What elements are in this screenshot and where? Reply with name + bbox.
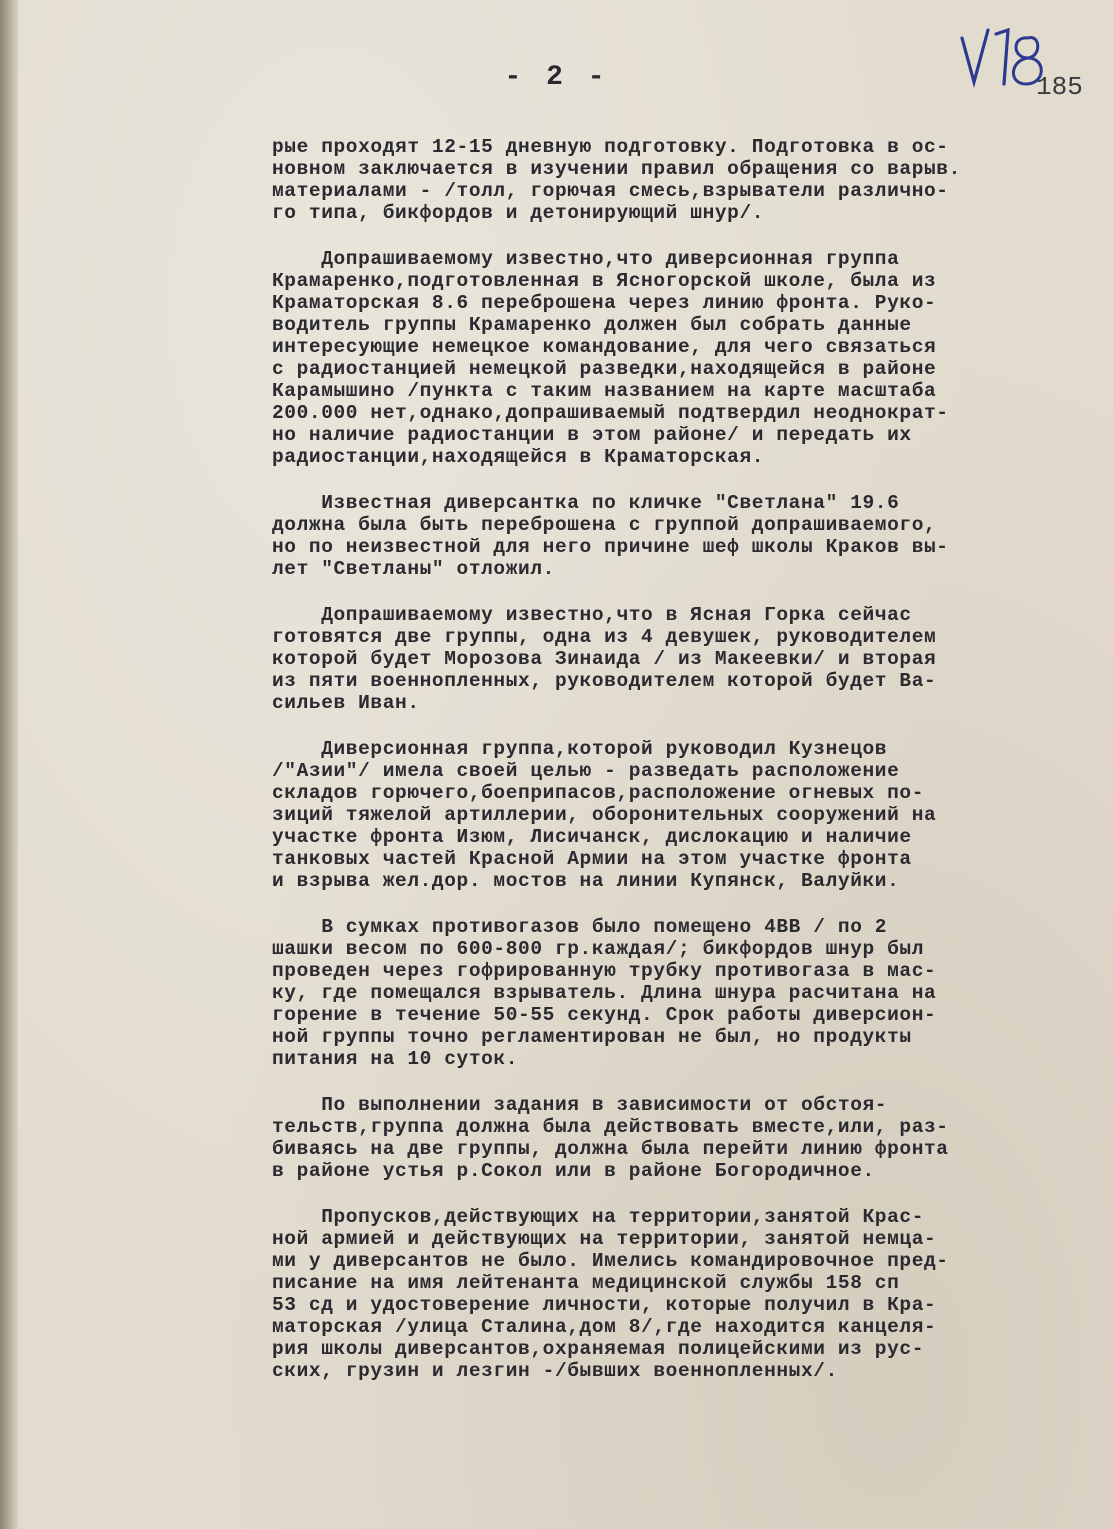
text-line: интересующие немецкое командование, для чего связаться <box>272 336 937 358</box>
paragraph <box>272 604 1092 714</box>
text-line: шашки весом по 600-800 гр.каждая/; бикфордов шнур был <box>272 938 925 960</box>
text-line: го типа, бикфордов и детонирующий шнур/. <box>272 202 765 224</box>
page-edge-shadow <box>0 0 18 1529</box>
text-line: но по неизвестной для него причине шеф школы Краков вы- <box>272 536 949 558</box>
text-line: рия школы диверсантов,охраняемая полицейскими из рус- <box>272 1338 925 1360</box>
text-line: 53 сд и удостоверение личности, которые получил в Кра- <box>272 1294 937 1316</box>
page-number: - 2 - <box>504 62 609 93</box>
text-line: сильев Иван. <box>272 692 420 714</box>
text-line: Пропусков,действующих на территории,занятой Крас- <box>272 1206 925 1228</box>
text-line: танковых частей Красной Армии на этом участке фронта <box>272 848 912 870</box>
text-line: готовятся две группы, одна из 4 девушек, руководителем <box>272 626 937 648</box>
paragraph <box>272 1094 1092 1182</box>
paragraph <box>272 136 1092 224</box>
text-line: зиций тяжелой артиллерии, оборонительных сооружений на <box>272 804 937 826</box>
text-line: материалами - /толл, горючая смесь,взрыватели различно- <box>272 180 949 202</box>
folio-number: 185 <box>1036 72 1083 102</box>
text-line: новном заключается в изучении правил обращения со варыв. <box>272 158 961 180</box>
document-body <box>272 136 1092 1382</box>
text-line: проведен через гофрированную трубку противогаза в мас- <box>272 960 937 982</box>
paragraph <box>272 738 1092 892</box>
paragraph <box>272 248 1092 468</box>
text-line: из пяти военнопленных, руководителем которой будет Ва- <box>272 670 937 692</box>
text-line: с радиостанцией немецкой разведки,находящейся в районе <box>272 358 937 380</box>
text-line: в районе устья р.Сокол или в районе Богородичное. <box>272 1160 875 1182</box>
text-line: маторская /улица Сталина,дом 8/,где находится канцеля- <box>272 1316 937 1338</box>
text-line: ной армией и действующих на территории, занятой немца- <box>272 1228 937 1250</box>
text-line: тельств,группа должна была действовать вместе,или, раз- <box>272 1116 949 1138</box>
text-line: /"Азии"/ имела своей целью - разведать расположение <box>272 760 900 782</box>
text-line: которой будет Морозова Зинаида / из Макеевки/ и вторая <box>272 648 937 670</box>
text-line: но наличие радиостанции в этом районе/ и передать их <box>272 424 912 446</box>
text-line: 200.000 нет,однако,допрашиваемый подтвердил неоднократ- <box>272 402 949 424</box>
paragraph <box>272 1206 1092 1382</box>
text-line: Карамышино /пункта с таким названием на карте масштаба <box>272 380 937 402</box>
text-line: Известная диверсантка по кличке "Светлана" 19.6 <box>272 492 900 514</box>
text-line: По выполнении задания в зависимости от обстоя- <box>272 1094 888 1116</box>
text-line: Краматорская 8.6 переброшена через линию фронта. Руко- <box>272 292 937 314</box>
text-line: горение в течение 50-55 секунд. Срок работы диверсион- <box>272 1004 937 1026</box>
text-line: ку, где помещался взрыватель. Длина шнура расчитана на <box>272 982 937 1004</box>
text-line: В сумках противогазов было помещено 4ВВ / по 2 <box>272 916 888 938</box>
text-line: писание на имя лейтенанта медицинской службы 158 сп <box>272 1272 900 1294</box>
text-line: водитель группы Крамаренко должен был собрать данные <box>272 314 912 336</box>
paragraph <box>272 492 1092 580</box>
text-line: ной группы точно регламентирован не был, но продукты <box>272 1026 912 1048</box>
text-line: биваясь на две группы, должна была перейти линию фронта <box>272 1138 949 1160</box>
text-line: питания на 10 суток. <box>272 1048 519 1070</box>
text-line: ских, грузин и лезгин -/бывших военнопленных/. <box>272 1360 838 1382</box>
text-line: рые проходят 12-15 дневную подготовку. Подготовка в ос- <box>272 136 949 158</box>
text-line: лет "Светланы" отложил. <box>272 558 555 580</box>
text-line: Допрашиваемому известно,что диверсионная группа <box>272 248 900 270</box>
text-line: должна была быть переброшена с группой допрашиваемого, <box>272 514 937 536</box>
paragraph <box>272 916 1092 1070</box>
text-line: складов горючего,боеприпасов,расположение огневых по- <box>272 782 925 804</box>
text-line: участке фронта Изюм, Лисичанск, дислокацию и наличие <box>272 826 912 848</box>
text-line: и взрыва жел.дор. мостов на линии Купянск, Валуйки. <box>272 870 900 892</box>
text-line: Допрашиваемому известно,что в Ясная Горка сейчас <box>272 604 912 626</box>
text-line: радиостанции,находящейся в Краматорская. <box>272 446 765 468</box>
text-line: Крамаренко,подготовленная в Ясногорской школе, была из <box>272 270 937 292</box>
text-line: ми у диверсантов не было. Имелись командировочное пред- <box>272 1250 949 1272</box>
text-line: Диверсионная группа,которой руководил Кузнецов <box>272 738 888 760</box>
